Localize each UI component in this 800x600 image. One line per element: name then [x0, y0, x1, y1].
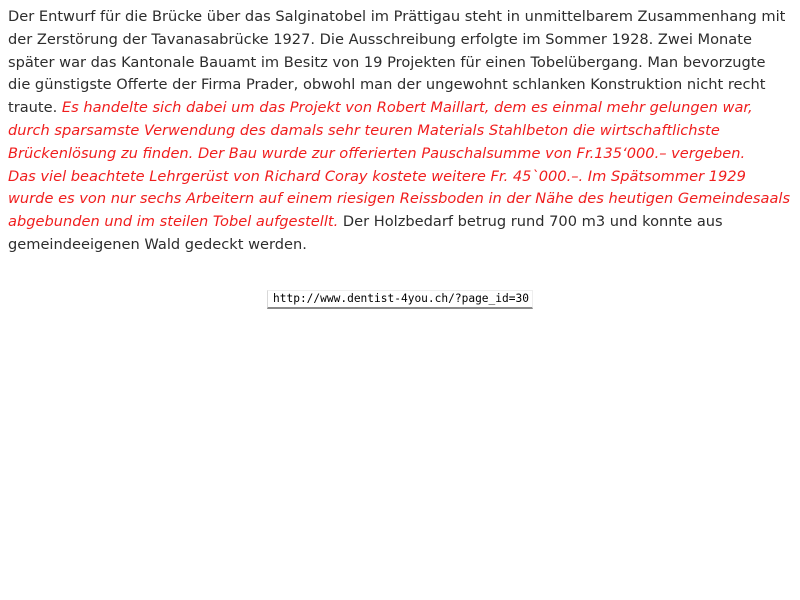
highlighted-text: Das viel beachtete Lehrgerüst von Richard Coray kostete weitere Fr. 45`000.–. Im Spätsommer 1929 wurde es von nur sechs Arbeitern auf einem riesigen Reissboden in der Nähe des heutigen Gemeindesaals abgebunden und im steilen Tobel aufgestellt.	[8, 167, 791, 231]
tooltip-url-text: http://www.dentist-4you.ch/?page_id=30	[273, 292, 529, 305]
highlighted-text: Es handelte sich dabei um das Projekt von Robert Maillart, dem es einmal mehr gelungen war, durch sparsamste Verwendung des damals sehr teuren Materials Stahlbeton die wirtschaftlichste Brückenlösung zu finden. Der Bau wurde zur offerierten Pauschalsumme von Fr.135‘000.– vergeben.	[8, 99, 753, 162]
article-paragraph-2	[8, 166, 792, 257]
paragraph-text: Der Holzbedarf betrug rund 700 m3 und konnte aus gemeindeeigenen Wald gedeckt werden.	[8, 213, 723, 253]
link-url-tooltip	[267, 290, 533, 309]
article-body	[8, 6, 792, 257]
article-paragraph-1	[8, 6, 792, 166]
paragraph-text: Der Entwurf für die Brücke über das Salginatobel im Prättigau steht in unmittelbarem Zusammenhang mit der Zerstörung der Tavanasabrücke 1927. Die Ausschreibung erfolgte im Sommer 1928. Zwei Monate später war das Kantonale Bauamt im Besitz von 19 Projekten für einen Tobelübergang. Man bevorzugte die günstigste Offerte der Firma Prader, obwohl man der ungewohnt schlanken Konstruktion nicht recht traute.	[8, 8, 786, 117]
